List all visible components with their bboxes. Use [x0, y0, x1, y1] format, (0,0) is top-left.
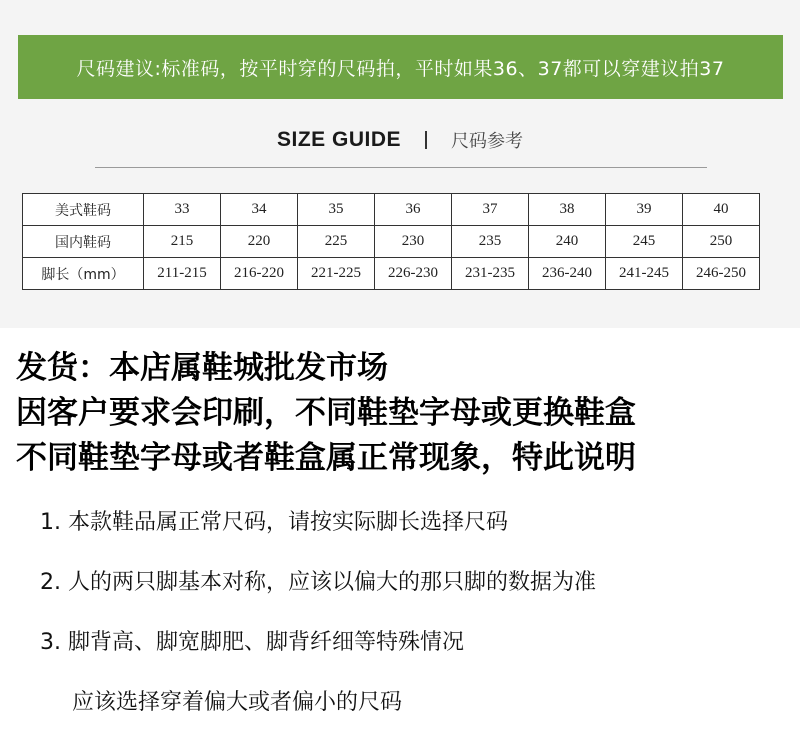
- table-cell: 241-245: [606, 258, 683, 290]
- note-item: 2. 人的两只脚基本对称，应该以偏大的那只脚的数据为准: [40, 570, 596, 595]
- table-cell: 221-225: [298, 258, 375, 290]
- row-header: 脚长（mm）: [23, 258, 144, 290]
- table-cell: 215: [144, 226, 221, 258]
- table-cell: 33: [144, 194, 221, 226]
- table-cell: 226-230: [375, 258, 452, 290]
- notice-line: 发货：本店属鞋城批发市场: [16, 350, 388, 386]
- table-cell: 40: [683, 194, 760, 226]
- table-row-cn-size: [23, 226, 760, 258]
- table-cell: 35: [298, 194, 375, 226]
- row-header: 国内鞋码: [23, 226, 144, 258]
- size-guide-section: [0, 0, 800, 328]
- notice-line: 不同鞋垫字母或者鞋盒属正常现象，特此说明: [16, 440, 636, 476]
- size-guide-title: [0, 122, 800, 158]
- table-cell: 220: [221, 226, 298, 258]
- notice-line: 因客户要求会印刷，不同鞋垫字母或更换鞋盒: [16, 395, 636, 431]
- table-cell: 211-215: [144, 258, 221, 290]
- shipping-notice: [16, 346, 636, 481]
- size-advice-banner: [18, 35, 783, 99]
- table-cell: 231-235: [452, 258, 529, 290]
- table-row-us-size: [23, 194, 760, 226]
- table-cell: 250: [683, 226, 760, 258]
- title-underline: [95, 167, 707, 168]
- table-cell: 236-240: [529, 258, 606, 290]
- sizing-notes: [40, 505, 596, 745]
- table-cell: 230: [375, 226, 452, 258]
- note-item-continuation: 应该选择穿着偏大或者偏小的尺码: [72, 690, 403, 715]
- table-cell: 245: [606, 226, 683, 258]
- table-cell: 225: [298, 226, 375, 258]
- row-header: 美式鞋码: [23, 194, 144, 226]
- table-cell: 216-220: [221, 258, 298, 290]
- table-cell: 235: [452, 226, 529, 258]
- note-item: 1. 本款鞋品属正常尺码，请按实际脚长选择尺码: [40, 510, 508, 535]
- table-cell: 37: [452, 194, 529, 226]
- table-cell: 36: [375, 194, 452, 226]
- note-item: 3. 脚背高、脚宽脚肥、脚背纤细等特殊情况: [40, 630, 464, 655]
- table-cell: 38: [529, 194, 606, 226]
- table-row-foot-length: [23, 258, 760, 290]
- table-cell: 34: [221, 194, 298, 226]
- size-table: [22, 193, 760, 290]
- table-cell: 246-250: [683, 258, 760, 290]
- size-guide-title-zh: 尺码参考: [451, 131, 524, 152]
- title-divider: [425, 131, 427, 149]
- size-guide-title-en: SIZE GUIDE: [276, 128, 402, 151]
- size-advice-text: 尺码建议:标准码，按平时穿的尺码拍，平时如果36、37都可以穿建议拍37: [76, 57, 725, 80]
- table-cell: 240: [529, 226, 606, 258]
- table-cell: 39: [606, 194, 683, 226]
